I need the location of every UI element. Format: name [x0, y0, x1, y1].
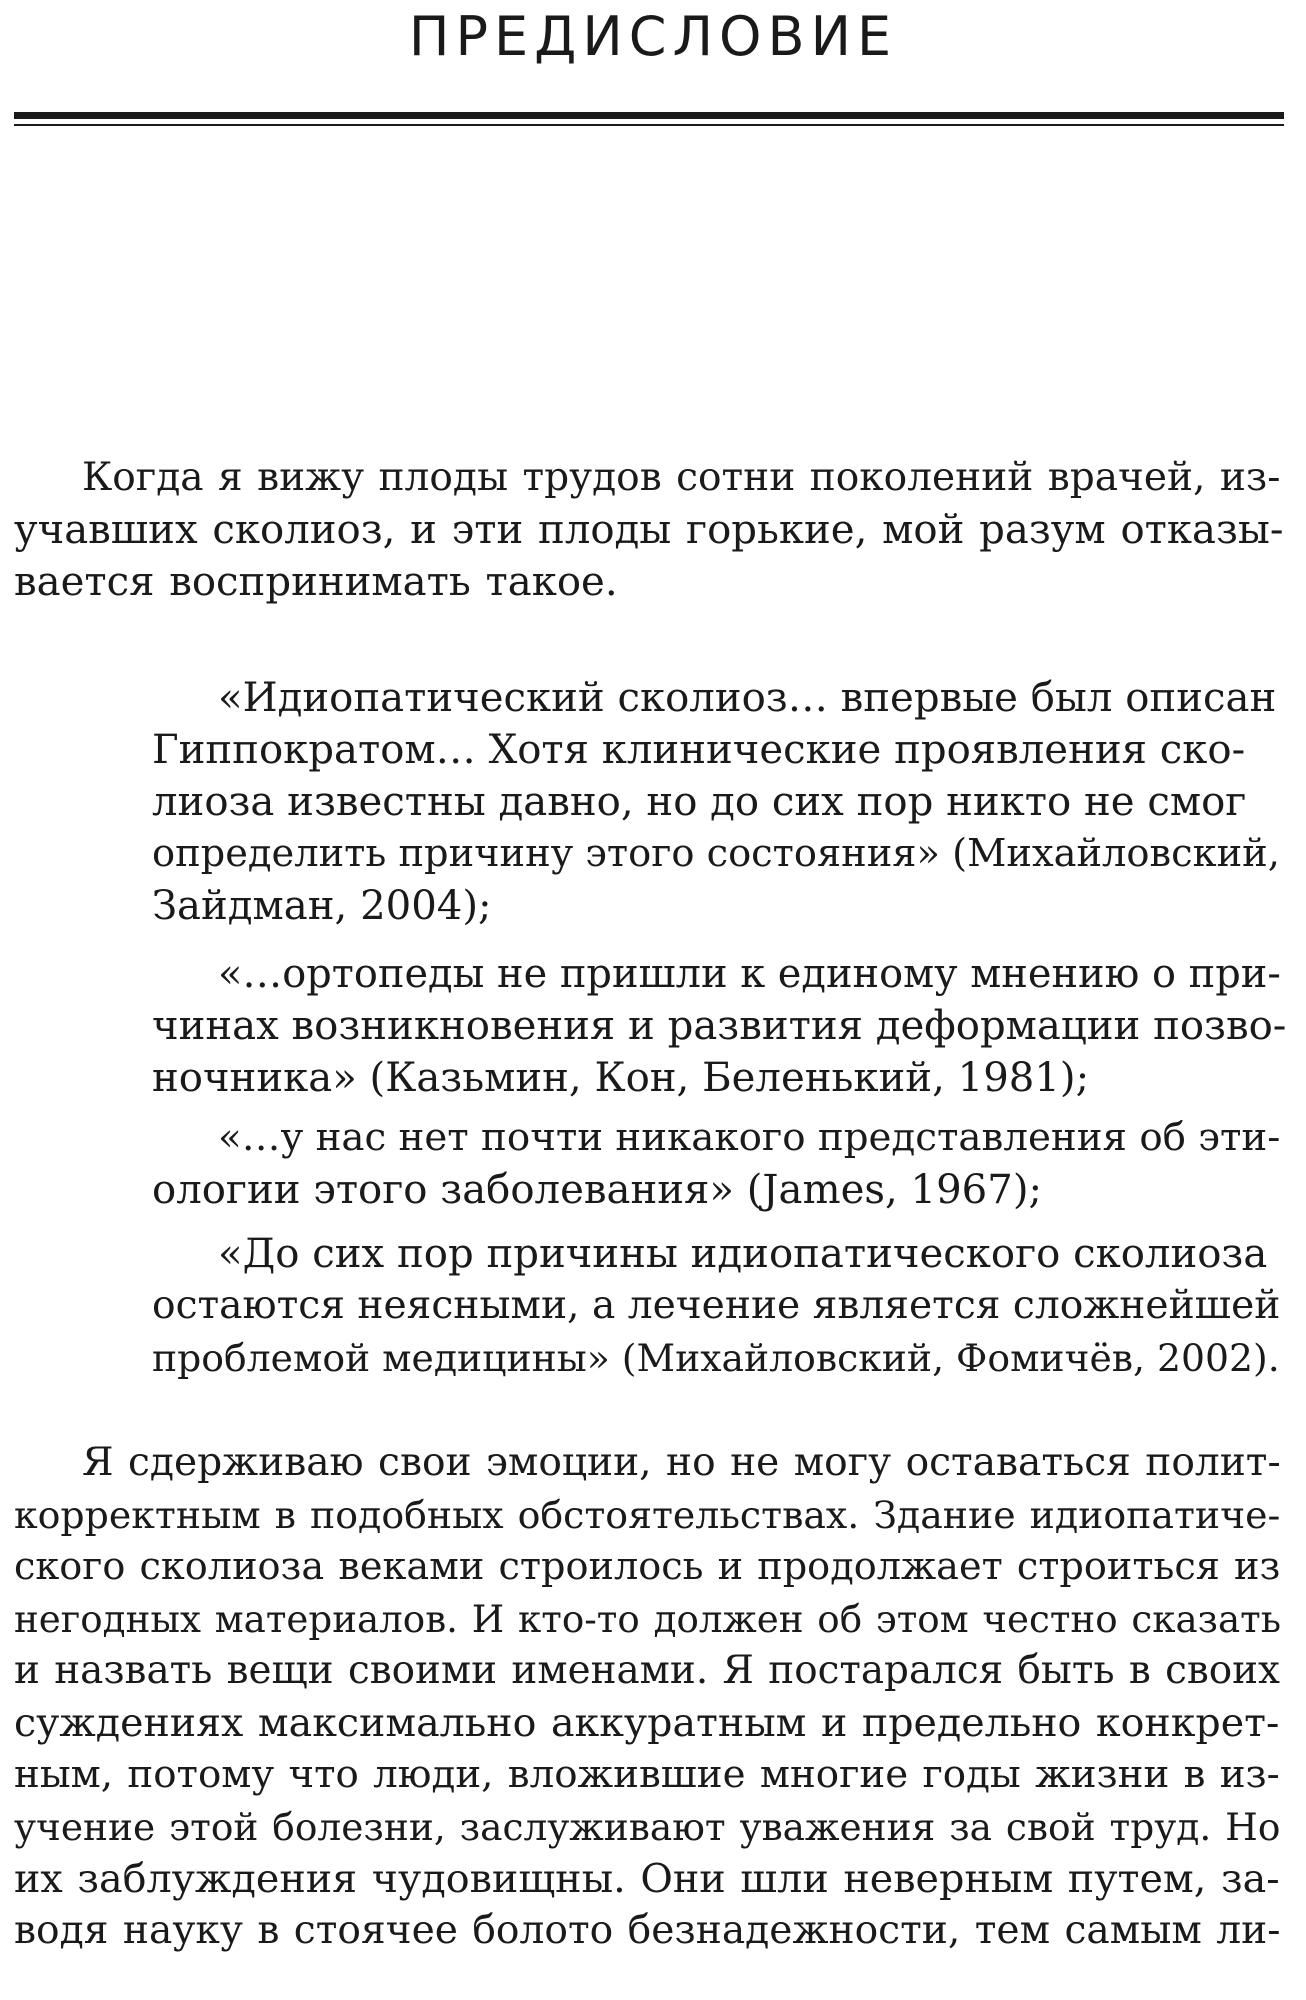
quote-line: чинах возникновения и развития деформации позво-: [152, 1003, 1287, 1049]
text-line: вается воспринимать такое.: [14, 559, 618, 605]
quote-line: лиоза известны давно, но до сих пор никто не смог: [152, 779, 1247, 825]
text-line: суждениях максимально аккуратным и предельно конкрет-: [14, 1700, 1280, 1746]
text-line: учавших сколиоз, и эти плоды горькие, мой разум отказы-: [14, 507, 1284, 553]
intro-paragraph: [14, 452, 1286, 608]
text-line: негодных материалов. И кто-то должен об этом честно сказать: [14, 1597, 1281, 1641]
quote-block: [152, 948, 1286, 1104]
quote-line: «До сих пор причины идиопатического сколиоза: [218, 1231, 1268, 1277]
quote-line: Гиппократом… Хотя клинические проявления ско-: [152, 727, 1246, 773]
quote-line: Зайдман, 2004);: [152, 883, 492, 929]
quote-line: ологии этого заболевания» (James, 1967);: [152, 1167, 1043, 1213]
quote-block: [152, 672, 1286, 932]
title-rule-thin: [14, 124, 1284, 126]
text-line: и назвать вещи своими именами. Я постарался быть в своих: [14, 1648, 1280, 1693]
quote-line: «…ортопеды не пришли к единому мнению о при-: [218, 951, 1281, 997]
quote-line: определить причину этого состояния» (Михайловский,: [152, 831, 1280, 876]
text-line: их заблуждения чудовищны. Они шли неверным путем, за-: [14, 1856, 1280, 1902]
quote-line: остаются неясными, а лечение является сложнейшей: [152, 1283, 1281, 1328]
quote-line: ночника» (Казьмин, Кон, Беленький, 1981);: [152, 1055, 1090, 1101]
text-line: ным, потому что люди, вложившие многие годы жизни в из-: [14, 1752, 1280, 1797]
chapter-title: ПРЕДИСЛОВИЕ: [408, 5, 898, 68]
quote-line: «…у нас нет почти никакого представления об эти-: [218, 1115, 1281, 1160]
quote-line: «Идиопатический сколиоз… впервые был описан: [218, 675, 1277, 721]
main-paragraph: [14, 1437, 1286, 1957]
text-line: корректным в подобных обстоятельствах. Здание идиопатиче-: [14, 1493, 1281, 1537]
quote-line: проблемой медицины» (Михайловский, Фомичёв, 2002).: [152, 1336, 1280, 1380]
text-line: учение этой болезни, заслуживают уважения за свой труд. Но: [14, 1805, 1281, 1849]
text-line: ского сколиоза веками строилось и продолжает строиться из: [14, 1545, 1281, 1589]
text-line: водя науку в стоячее болото безнадежности, тем самым ли-: [14, 1908, 1281, 1953]
quote-block: [152, 1228, 1286, 1384]
text-line: Когда я вижу плоды трудов сотни поколений врачей, из-: [82, 455, 1281, 500]
text-line: Я сдерживаю свои эмоции, но не могу оставаться полит-: [82, 1440, 1281, 1485]
title-rule-thick: [14, 112, 1284, 119]
quote-block: [152, 1112, 1286, 1216]
